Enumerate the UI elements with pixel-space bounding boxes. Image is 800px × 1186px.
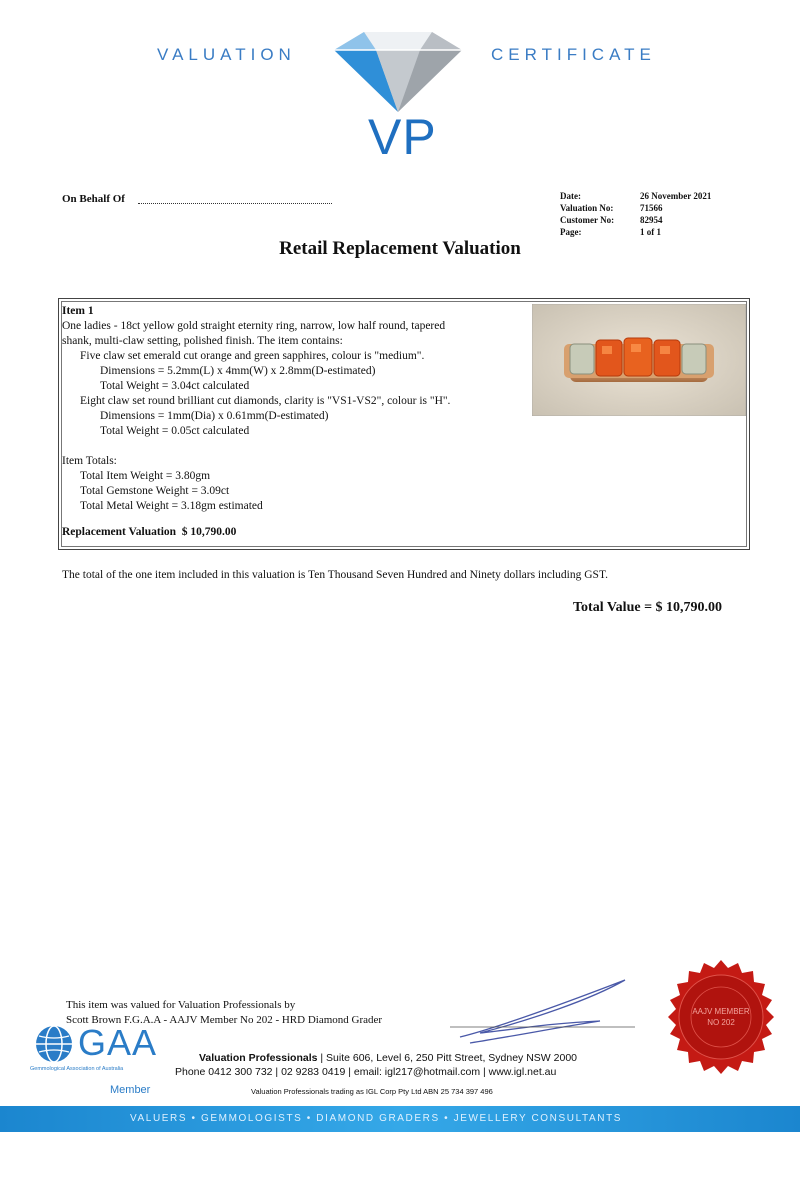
meta-labels [560, 190, 614, 238]
header-valuation-word: VALUATION [157, 45, 296, 64]
gem1-weight: Total Weight = 3.04ct calculated [100, 380, 250, 392]
customer-no-value: 82954 [640, 215, 663, 225]
date-value: 26 November 2021 [640, 191, 712, 201]
replacement-valuation-value: $ 10,790.00 [181, 526, 237, 538]
ring-photo [532, 304, 746, 416]
meta-values [640, 190, 711, 238]
footer-trading: Valuation Professionals trading as IGL Corp Pty Ltd ABN 25 734 397 496 [251, 1087, 493, 1096]
gem2-line: Eight claw set round brilliant cut diamonds, clarity is "VS1-VS2", colour is "H". [80, 395, 451, 407]
total-metal-weight: Total Metal Weight = 3.18gm estimated [80, 500, 263, 512]
gem1-dimensions: Dimensions = 5.2mm(L) x 4mm(W) x 2.8mm(D-estimated) [100, 365, 376, 377]
customer-no-label: Customer No: [560, 215, 615, 225]
gem2-weight: Total Weight = 0.05ct calculated [100, 425, 250, 437]
page-title: Retail Replacement Valuation [279, 238, 521, 259]
seal-center-text: AAJV MEMBER NO 202 [692, 1007, 750, 1027]
on-behalf-of-line [138, 203, 332, 204]
valuer-line-1: This item was valued for Valuation Professionals by [66, 999, 296, 1011]
gaa-member-label: Member [110, 1084, 151, 1096]
item-totals-heading: Item Totals: [62, 455, 117, 467]
gaa-subtitle: Gemmological Association of Australia [30, 1066, 124, 1072]
replacement-valuation [62, 525, 450, 540]
footer-address-text: | Suite 606, Level 6, 250 Pitt Street, Sydney NSW 2000 [317, 1052, 577, 1064]
total-value: Total Value = $ 10,790.00 [573, 600, 723, 615]
vp-logo-text: VP [368, 109, 437, 165]
footer-band [0, 1106, 800, 1132]
page-value: 1 of 1 [640, 227, 661, 237]
footer-band-text: VALUERS • GEMMOLOGISTS • DIAMOND GRADERS • JEWELLERY CONSULTANTS [130, 1113, 623, 1124]
gaa-logo-text: GAA [78, 1022, 158, 1063]
gem2-dimensions: Dimensions = 1mm(Dia) x 0.61mm(D-estimated) [100, 410, 329, 422]
footer-address [199, 1052, 577, 1064]
total-item-weight: Total Item Weight = 3.80gm [80, 470, 211, 482]
footer-company: Valuation Professionals [199, 1052, 318, 1064]
diamond-logo-icon [328, 28, 468, 116]
footer-contact: Phone 0412 300 732 | 02 9283 0419 | email: igl217@hotmail.com | www.igl.net.au [175, 1066, 557, 1078]
header-certificate-word: CERTIFICATE [491, 45, 656, 64]
valuation-no-label: Valuation No: [560, 203, 614, 213]
replacement-valuation-label: Replacement Valuation [62, 526, 177, 538]
item-description-2: shank, multi-claw setting, polished finish. The item contains: [62, 335, 343, 347]
item-heading: Item 1 [62, 305, 94, 317]
valuation-no-value: 71566 [640, 203, 663, 213]
page-label: Page: [560, 227, 582, 237]
on-behalf-of-label: On Behalf Of [62, 193, 125, 205]
item-description: One ladies - 18ct yellow gold straight eternity ring, narrow, low half round, tapered [62, 320, 446, 332]
valuer-line-2: Scott Brown F.G.A.A - AAJV Member No 202 - HRD Diamond Grader [66, 1014, 383, 1026]
gem1-line: Five claw set emerald cut orange and green sapphires, colour is "medium". [80, 350, 425, 362]
item-details [62, 304, 450, 540]
total-gemstone-weight: Total Gemstone Weight = 3.09ct [80, 485, 230, 497]
signature-icon [440, 975, 640, 1055]
date-label: Date: [560, 191, 581, 201]
gaa-globe-icon [34, 1024, 74, 1064]
summary-sentence: The total of the one item included in this valuation is Ten Thousand Seven Hundred and Ninety dollars including GST. [62, 569, 608, 581]
